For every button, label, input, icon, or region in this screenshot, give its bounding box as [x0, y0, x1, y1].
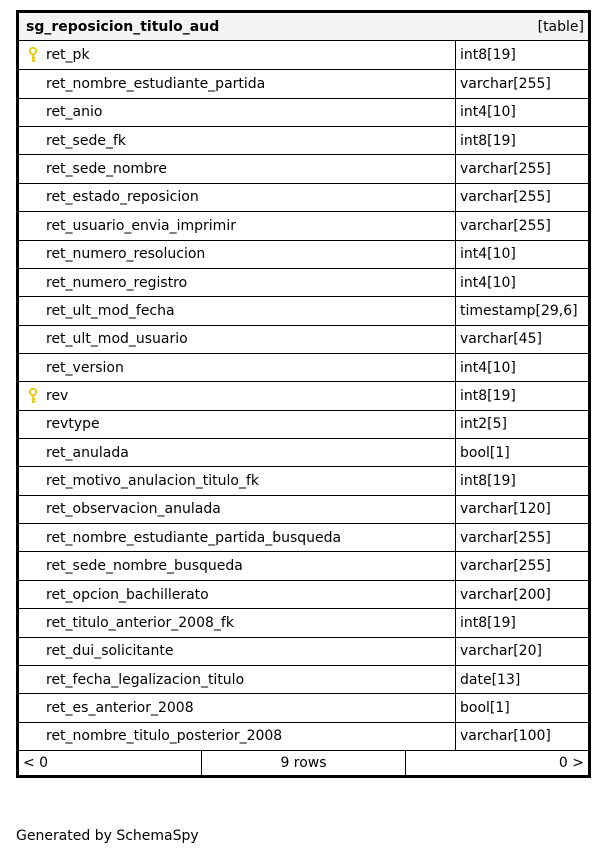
- column-name: ret_dui_solicitante: [46, 643, 174, 660]
- column-name-cell: [19, 411, 456, 438]
- column-row: [19, 41, 588, 69]
- column-name: ret_ult_mod_fecha: [46, 302, 175, 319]
- column-name: ret_anio: [46, 104, 103, 121]
- column-name: ret_sede_fk: [46, 132, 126, 149]
- table-name: sg_reposicion_titulo_aud: [26, 18, 220, 35]
- column-name-cell: [19, 70, 456, 97]
- column-name-cell: [19, 354, 456, 381]
- column-type: varchar[255]: [460, 529, 551, 546]
- table-kind-label: [table]: [537, 18, 584, 35]
- column-row: [19, 126, 588, 154]
- column-type: varchar[120]: [460, 501, 551, 518]
- table-entity: [16, 10, 591, 778]
- column-name: ret_version: [46, 359, 124, 376]
- column-row: [19, 608, 588, 636]
- column-name-cell: [19, 241, 456, 268]
- column-type: varchar[45]: [460, 331, 542, 348]
- column-row: [19, 722, 588, 750]
- column-type: int8[19]: [460, 47, 516, 64]
- column-name-cell: [19, 524, 456, 551]
- column-type: varchar[100]: [460, 728, 551, 745]
- column-type: varchar[255]: [460, 189, 551, 206]
- column-name: ret_numero_resolucion: [46, 246, 206, 263]
- column-type: int8[19]: [460, 387, 516, 404]
- column-row: [19, 240, 588, 268]
- column-name-cell: [19, 467, 456, 494]
- table-header: [19, 13, 588, 41]
- column-name-cell: [19, 184, 456, 211]
- column-name: revtype: [46, 416, 100, 433]
- column-type: varchar[255]: [460, 161, 551, 178]
- column-type: bool[1]: [460, 444, 510, 461]
- column-name: ret_numero_registro: [46, 274, 188, 291]
- column-row: [19, 381, 588, 409]
- column-name: ret_ult_mod_usuario: [46, 331, 188, 348]
- column-name-cell: [19, 581, 456, 608]
- column-name: ret_nombre_estudiante_partida: [46, 76, 266, 93]
- column-type: int8[19]: [460, 132, 516, 149]
- column-name-cell: [19, 723, 456, 750]
- column-type: int8[19]: [460, 473, 516, 490]
- column-row: [19, 211, 588, 239]
- column-name-cell: [19, 269, 456, 296]
- child-count: 0 >: [558, 754, 584, 771]
- column-row: [19, 495, 588, 523]
- column-name: ret_es_anterior_2008: [46, 699, 194, 716]
- column-row: [19, 296, 588, 324]
- column-name: ret_usuario_envia_imprimir: [46, 217, 236, 234]
- column-name: ret_sede_nombre_busqueda: [46, 558, 243, 575]
- column-name: ret_observacion_anulada: [46, 501, 221, 518]
- column-type: int4[10]: [460, 274, 516, 291]
- column-name: rev: [46, 387, 69, 404]
- column-type: bool[1]: [460, 699, 510, 716]
- column-type: varchar[20]: [460, 643, 542, 660]
- column-name-cell: [19, 127, 456, 154]
- column-name: ret_nombre_titulo_posterior_2008: [46, 728, 283, 745]
- column-type: int2[5]: [460, 416, 507, 433]
- column-row: [19, 665, 588, 693]
- row-count: 9 rows: [202, 751, 406, 775]
- generated-by-label: Generated by SchemaSpy: [16, 828, 199, 844]
- column-name-cell: [19, 155, 456, 182]
- column-name-cell: [19, 694, 456, 721]
- column-row: [19, 466, 588, 494]
- column-name-cell: [19, 638, 456, 665]
- table-footer: [19, 750, 588, 775]
- column-name: ret_nombre_estudiante_partida_busqueda: [46, 529, 342, 546]
- primary-key-icon: [28, 388, 38, 404]
- column-row: [19, 410, 588, 438]
- column-name-cell: [19, 326, 456, 353]
- column-type: date[13]: [460, 671, 521, 688]
- column-name-cell: [19, 382, 456, 409]
- column-type: int4[10]: [460, 359, 516, 376]
- column-row: [19, 154, 588, 182]
- column-row: [19, 69, 588, 97]
- column-list: [19, 41, 588, 750]
- column-row: [19, 98, 588, 126]
- column-row: [19, 693, 588, 721]
- column-row: [19, 353, 588, 381]
- column-type: int4[10]: [460, 246, 516, 263]
- column-row: [19, 637, 588, 665]
- column-name: ret_pk: [46, 47, 90, 64]
- column-name-cell: [19, 297, 456, 324]
- primary-key-icon: [28, 47, 38, 63]
- parent-count: < 0: [19, 751, 202, 775]
- column-type: timestamp[29,6]: [460, 302, 578, 319]
- column-name: ret_titulo_anterior_2008_fk: [46, 614, 234, 631]
- column-name-cell: [19, 666, 456, 693]
- column-type: int8[19]: [460, 614, 516, 631]
- column-type: int4[10]: [460, 104, 516, 121]
- column-name: ret_sede_nombre: [46, 161, 167, 178]
- column-name-cell: [19, 212, 456, 239]
- column-type: varchar[200]: [460, 586, 551, 603]
- column-type: varchar[255]: [460, 217, 551, 234]
- column-row: [19, 523, 588, 551]
- column-name: ret_opcion_bachillerato: [46, 586, 209, 603]
- column-type: varchar[255]: [460, 76, 551, 93]
- column-row: [19, 438, 588, 466]
- column-name: ret_motivo_anulacion_titulo_fk: [46, 473, 260, 490]
- column-name: ret_estado_reposicion: [46, 189, 199, 206]
- column-name-cell: [19, 439, 456, 466]
- column-name: ret_fecha_legalizacion_titulo: [46, 671, 245, 688]
- column-row: [19, 551, 588, 579]
- column-row: [19, 183, 588, 211]
- column-name-cell: [19, 609, 456, 636]
- column-row: [19, 268, 588, 296]
- column-name-cell: [19, 552, 456, 579]
- column-row: [19, 580, 588, 608]
- column-name-cell: [19, 496, 456, 523]
- column-name: ret_anulada: [46, 444, 129, 461]
- column-row: [19, 325, 588, 353]
- column-name-cell: [19, 99, 456, 126]
- column-type: varchar[255]: [460, 558, 551, 575]
- column-name-cell: [19, 41, 456, 69]
